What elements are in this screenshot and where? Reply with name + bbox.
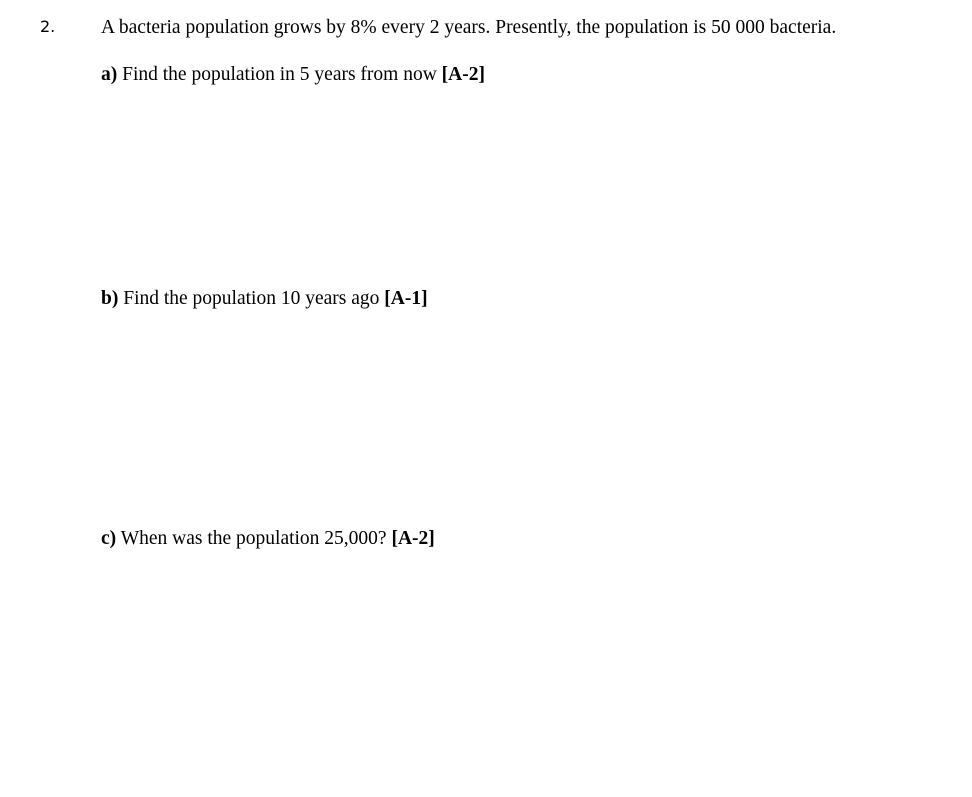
part-b-text: Find the population 10 years ago (123, 288, 380, 309)
part-b-letter: b) (101, 288, 119, 309)
question-number: 2. (40, 17, 56, 36)
part-a-marks: [A-2] (441, 64, 485, 85)
part-c-text: When was the population 25,000? (120, 528, 387, 549)
question-stem: A bacteria population grows by 8% every 2 years. Presently, the population is 50 000 bacteria. (101, 17, 837, 38)
part-a-letter: a) (101, 64, 118, 85)
part-b-marks: [A-1] (384, 288, 428, 309)
part-c-marks: [A-2] (391, 528, 435, 549)
part-a (101, 63, 485, 87)
part-b (101, 287, 428, 311)
part-c-letter: c) (101, 528, 117, 549)
part-a-text: Find the population in 5 years from now (122, 64, 437, 85)
part-c (101, 527, 435, 551)
